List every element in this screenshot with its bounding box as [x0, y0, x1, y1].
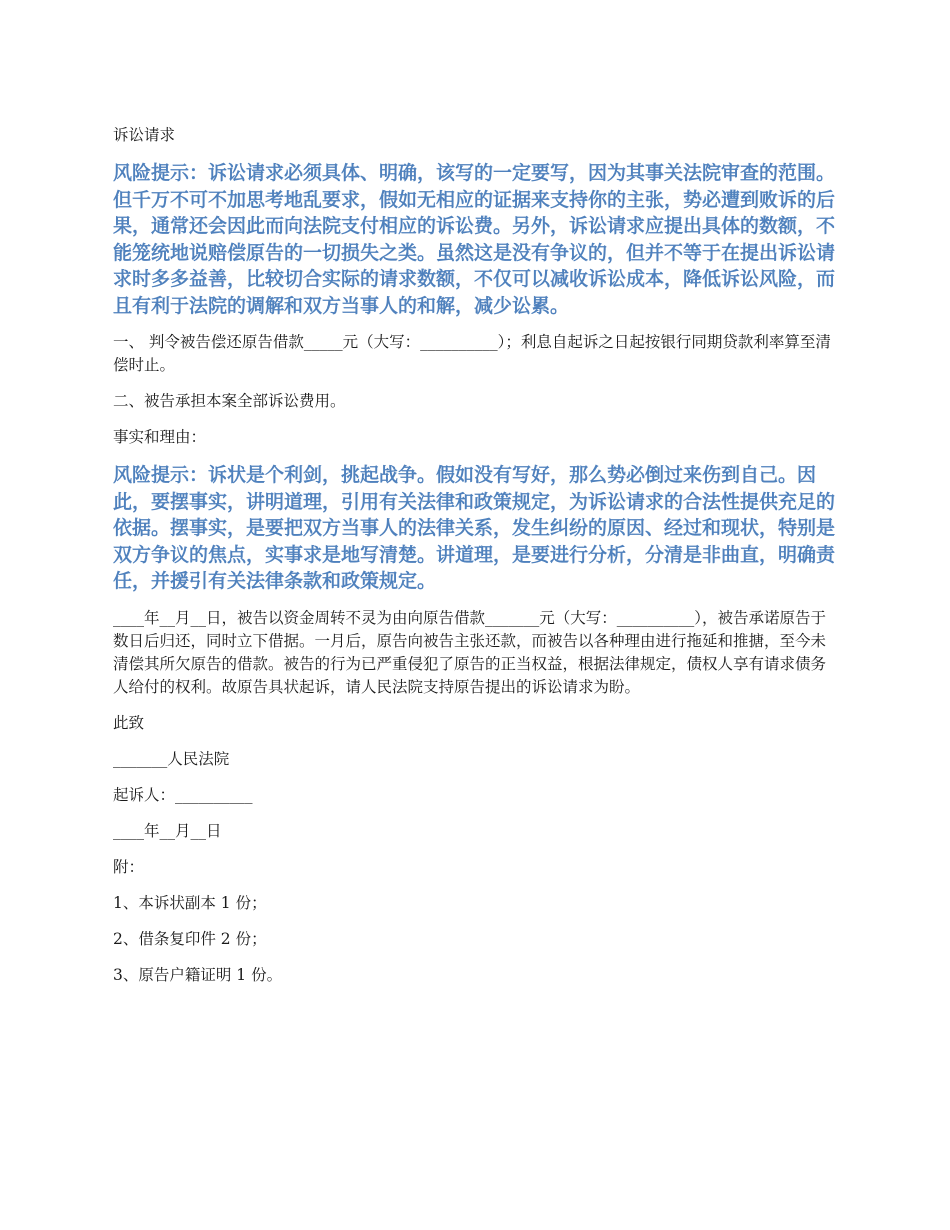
filing-date: ____年__月__日: [113, 821, 222, 840]
court-name: _______人民法院: [113, 749, 230, 768]
attachment-item: 2、借条复印件 2 份；: [113, 929, 267, 948]
claim-item-1: 一、 判令被告偿还原告借款_____元（大写：__________）；利息自起诉之日起按银行同期贷款利率算至清偿时止。: [113, 333, 831, 374]
risk-notice-facts: 风险提示：诉状是个利剑，挑起战争。假如没有写好，那么势必倒过来伤到自己。因此，要摆事实，讲明道理，引用有关法律和政策规定，为诉讼请求的合法性提供充足的依据。摆事实，是要把双方当事人的法律关系，发生纠纷的原因、经过和现状，特别是双方争议的焦点，实事求是地写清楚。讲道理，是要进行分析，分清是非曲直，明确责任，并援引有关法律条款和政策规定。: [113, 464, 836, 592]
facts-heading: 事实和理由：: [113, 428, 207, 446]
document-page: [113, 124, 837, 1000]
claim-item-2: 二、被告承担本案全部诉讼费用。: [113, 392, 346, 410]
plaintiff-signature: 起诉人：__________: [113, 785, 253, 804]
attachment-item: 3、原告户籍证明 1 份。: [113, 965, 283, 984]
risk-notice-claims: 风险提示：诉讼请求必须具体、明确，该写的一定要写，因为其事关法院审查的范围。但千万不可不加思考地乱要求，假如无相应的证据来支持你的主张，势必遭到败诉的后果，通常还会因此而向法院支付相应的诉讼费。另外，诉讼请求应提出具体的数额，不能笼统地说赔偿原告的一切损失之类。虽然这是没有争议的，但并不等于在提出诉讼请求时多多益善，比较切合实际的请求数额，不仅可以减收诉讼成本，降低诉讼风险，而且有利于法院的调解和双方当事人的和解，减少讼累。: [113, 162, 836, 317]
attachments-heading: 附：: [113, 857, 145, 876]
facts-body: ____年__月__日，被告以资金周转不灵为由向原告借款_______元（大写：__________），被告承诺原告于数日后归还，同时立下借据。一月后，原告向被告主张还款，而被告以各种理由进行拖延和推搪，至今未清偿其所欠原告的借款。被告的行为已严重侵犯了原告的正当权益，根据法律规定，债权人享有请求债务人给付的权利。故原告具状起诉，请人民法院支持原告提出的诉讼请求为盼。: [113, 608, 827, 696]
attachment-item: 1、本诉状副本 1 份；: [113, 893, 267, 912]
claims-heading: 诉讼请求: [113, 126, 176, 144]
salutation: 此致: [113, 713, 145, 732]
